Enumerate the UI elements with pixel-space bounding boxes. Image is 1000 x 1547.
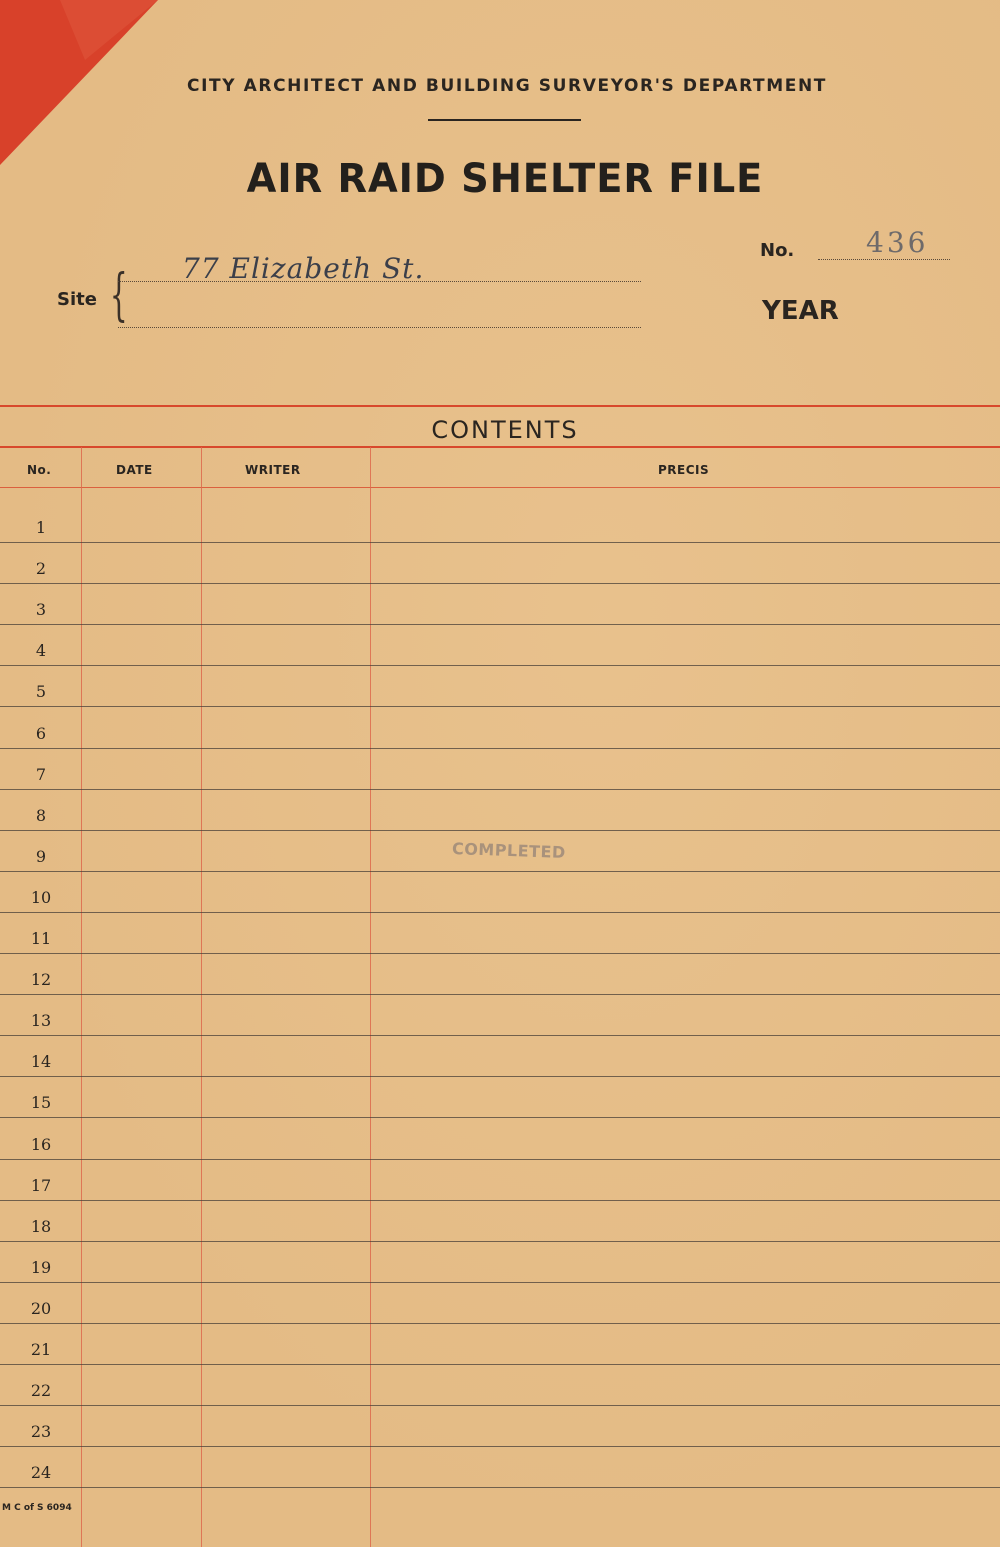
column-header-writer: WRITER (245, 463, 301, 477)
row-rule (0, 1159, 1000, 1160)
row-number: 2 (35, 559, 47, 578)
row-number: 9 (35, 847, 47, 866)
row-rule (0, 871, 1000, 872)
site-line-2 (118, 327, 641, 328)
row-rule (0, 1035, 1000, 1036)
row-rule (0, 1076, 1000, 1077)
row-rule (0, 1200, 1000, 1201)
row-number: 23 (30, 1422, 52, 1441)
site-label: Site (57, 289, 97, 310)
row-rule (0, 1117, 1000, 1118)
file-number-label: No. (760, 240, 795, 261)
row-rule (0, 912, 1000, 913)
column-header-no: No. (27, 463, 52, 477)
row-rule (0, 1323, 1000, 1324)
row-rule (0, 994, 1000, 995)
file-number-line (818, 259, 950, 260)
row-rule (0, 706, 1000, 707)
row-number: 18 (30, 1217, 52, 1236)
column-divider-1 (81, 447, 82, 1547)
row-number: 22 (30, 1381, 52, 1400)
title-divider (428, 119, 581, 121)
row-number: 17 (30, 1176, 52, 1195)
row-rule (0, 542, 1000, 543)
file-number-value: 436 (866, 226, 929, 259)
row-rule (0, 583, 1000, 584)
file-title: AIR RAID SHELTER FILE (246, 156, 764, 202)
contents-heading: CONTENTS (431, 416, 579, 444)
row-number: 6 (35, 724, 47, 743)
department-heading: CITY ARCHITECT AND BUILDING SURVEYOR'S DEPARTMENT (187, 76, 827, 96)
row-number: 3 (35, 600, 47, 619)
row-number: 16 (30, 1135, 52, 1154)
row-rule (0, 1241, 1000, 1242)
row-number: 20 (30, 1299, 52, 1318)
row-rule (0, 1487, 1000, 1488)
row-rule (0, 953, 1000, 954)
column-header-date: DATE (116, 463, 153, 477)
completed-stamp: COMPLETED (451, 839, 567, 862)
site-brace: { (109, 263, 128, 328)
row-number: 12 (30, 970, 52, 989)
year-label: YEAR (762, 296, 839, 326)
row-number: 8 (35, 806, 47, 825)
row-rule (0, 789, 1000, 790)
row-number: 15 (30, 1093, 52, 1112)
column-header-precis: PRECIS (658, 463, 710, 477)
red-rule-top (0, 405, 1000, 407)
row-number: 19 (30, 1258, 52, 1277)
row-number: 11 (30, 929, 52, 948)
row-rule (0, 748, 1000, 749)
row-rule (0, 1405, 1000, 1406)
row-rule (0, 1446, 1000, 1447)
row-rule (0, 1282, 1000, 1283)
row-number: 14 (30, 1052, 52, 1071)
row-number: 1 (35, 518, 47, 537)
row-rule (0, 624, 1000, 625)
form-code: M C of S 6094 (2, 1503, 72, 1513)
row-number: 21 (30, 1340, 52, 1359)
row-number: 24 (30, 1463, 52, 1482)
row-number: 5 (35, 682, 47, 701)
header-row-rule (0, 487, 1000, 488)
row-rule (0, 1364, 1000, 1365)
column-divider-2 (201, 447, 202, 1547)
site-value: 77 Elizabeth St. (182, 252, 425, 285)
red-rule-bottom (0, 446, 1000, 448)
row-rule (0, 665, 1000, 666)
row-number: 10 (30, 888, 52, 907)
column-divider-3 (370, 447, 371, 1547)
row-number: 13 (30, 1011, 52, 1030)
row-number: 7 (35, 765, 47, 784)
row-number: 4 (35, 641, 47, 660)
row-rule (0, 830, 1000, 831)
